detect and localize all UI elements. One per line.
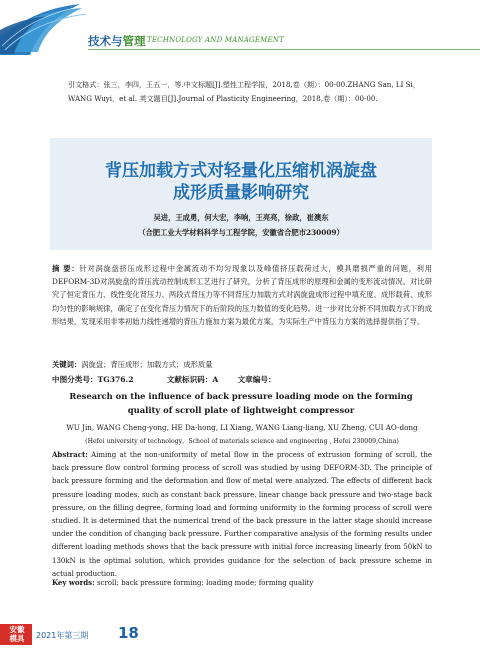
title-cn-line-2: 成形质量影响研究 <box>173 183 309 203</box>
article-number-label: 文章编号： <box>237 375 276 384</box>
keywords-cn-text: 涡旋盘；背压成形；加载方式；成形质量 <box>81 360 213 369</box>
journal-logo <box>2 625 32 643</box>
section-subtitle-en: TECHNOLOGY AND MANAGEMENT <box>147 36 284 44</box>
abstract-en <box>52 448 432 581</box>
affiliation-cn: （合肥工业大学材料科学与工程学院，安徽省合肥市230009） <box>138 228 344 237</box>
article-title-en: Research on the influence of back pressure loading mode on the forming quality of scroll plate of lightweight compressor <box>69 391 413 415</box>
issue-label: 2021年第三期 <box>36 631 89 640</box>
title-cn-line-1: 背压加载方式对轻量化压缩机涡旋盘 <box>105 161 377 181</box>
authors-cn: 吴进，王成勇，何大宏，李响，王亮亮，徐政，崔澳东 <box>153 213 329 222</box>
keywords-en-text: scroll; back pressure forming; loading mode; forming quality <box>96 579 314 587</box>
authors-en: WU Jin, WANG Cheng-yong, HE Da-hong, LI Xiang, WANG Liang-liang, XU Zheng, CUI AO-dong <box>66 423 418 432</box>
header-divider <box>88 49 480 50</box>
citation-format: 引文格式：张三，李四，王五一，等.中文标题[J].塑性工程学报，2018,卷（期）：00-00.ZHANG San, LI Si，WANG Wuyi，et al. 英文题目[J].Journal of Plasticity Engineering，2018,卷（期）：00-00. <box>68 80 420 103</box>
affiliation-en: (Hefei university of technology，School of materials science and engineering , Hefei 230009,China) <box>85 438 399 445</box>
clc-label: 中图分类号： <box>52 375 98 384</box>
doc-code-label: 文献标识码： <box>166 375 213 384</box>
page-number: 18 <box>118 624 139 642</box>
article-title-cn <box>50 160 432 204</box>
abstract-cn <box>52 262 432 328</box>
abstract-cn-label: 摘 要： <box>52 264 80 273</box>
logo-line-1: 安徽 <box>9 625 25 634</box>
section-title: 技术与管理 <box>88 34 146 48</box>
header-swoosh-graphic <box>0 0 480 62</box>
keywords-en <box>52 578 432 587</box>
classification-line <box>52 374 432 385</box>
keywords-cn <box>52 360 432 370</box>
keywords-cn-label: 关键词： <box>52 360 82 369</box>
page-header <box>0 0 480 62</box>
abstract-en-label: Abstract: <box>52 450 88 459</box>
logo-line-2: 模具 <box>9 634 25 643</box>
clc-value: TG376.2 <box>97 375 134 384</box>
abstract-en-text: Aiming at the non-uniformity of metal flow in the process of extrusion forming of scroll, the back pressure flow control forming process of scroll was studied by using DEFORM-3D. The principle of back pressure forming and the deformation and flow of metal were analyzed. The effects of different back pressure loading modes, such as constant back pressure, linear change back pressure and two-stage back pressure, on the filling degree, forming load and forming uniformity in the forming process of scroll were studied. It is determined that the numerical trend of the back pressure in the latter stage should increase under the condition of changing back pressure. Further comparative analysis of the forming results under different loading methods shows that the back pressure with initial force increasing linearly from 50kN to 130kN is the optimal solution, which provides guidance for the selection of back pressure scheme in actual production. <box>52 451 433 578</box>
keywords-en-label: Key words: <box>52 578 95 587</box>
abstract-cn-text: 针对涡旋盘挤压成形过程中金属流动不均匀现象以及峰值挤压载荷过大，模具磨损严重的问题，利用DEFORM-3D对涡旋盘的背压流动控制成形工艺进行了研究，分析了背压成形的原理和金属的变形流动情况。对比研究了恒定背压力、线性变化背压力、两段式背压力等不同背压力加载方式对涡旋盘成形过程中填充度、成形载荷、成形均匀性的影响规律，确定了在变化背压力情况下的后阶段的压力数值的变化趋势。进一步对比分析不同加载方式下的成形结果，发现采用非零初始力线性递增的背压力施加方案为最优方案，为实际生产中背压力方案的选择提供指了导。 <box>52 264 432 326</box>
doc-code-value: A <box>212 375 219 384</box>
